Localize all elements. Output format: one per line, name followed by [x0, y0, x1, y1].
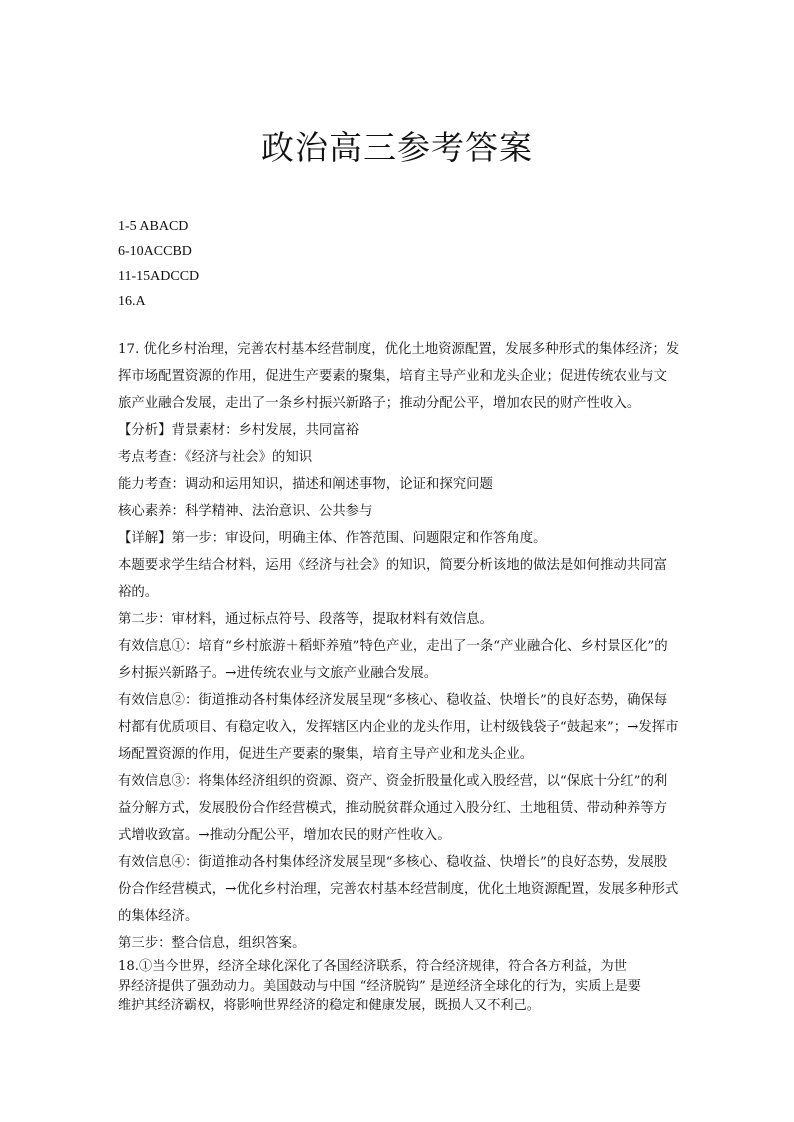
answer-key-list [118, 214, 199, 314]
q17-step3: 第三步：整合信息，组织答案。 [118, 936, 306, 951]
q17-suyang: 核心素养：科学精神、法治意识、公共参与 [118, 504, 373, 519]
answer-key-line: 6-10ACCBD [118, 244, 192, 259]
q17-info3: 有效信息③：将集体经济组织的资源、资产、资金折股量化或入股经营，以“保底十分红”的利益分解方式，发展股份合作经营模式，推动脱贫群众通过入股分红、土地租赁、带动种养等方式增收致富。→推动分配公平，增加农民的财产性收入。 [118, 774, 668, 843]
answer-key-line: 11-15ADCCD [118, 269, 200, 284]
q18-line: 界经济提供了强劲动力。美国鼓动与中国 “经济脱钩” 是逆经济全球化的行为，实质上是要 [118, 978, 641, 994]
q17-answer: 17. 优化乡村治理，完善农村基本经营制度，优化土地资源配置，发展多种形式的集体经济；发挥市场配置资源的作用，促进生产要素的聚集，培育主导产业和龙头企业；促进传统农业与文旅产业融合发展，走出了一条乡村振兴新路子；推动分配公平，增加农民的财产性收入。 [118, 342, 680, 411]
question-17-section [118, 336, 680, 957]
page-title: 政治高三参考答案 [261, 128, 533, 167]
question-18-section [118, 957, 680, 1016]
q17-info2: 有效信息②：街道推动各村集体经济发展呈现“多核心、稳收益、快增长”的良好态势，确保每村都有优质项目、有稳定收入，发挥辖区内企业的龙头作用，让村级钱袋子“鼓起来”；→发挥市场配置资源的作用，促进生产要素的聚集，培育主导产业和龙头企业。 [118, 693, 679, 762]
answer-key-line: 1-5 ABACD [118, 219, 189, 234]
q17-analysis: 【分析】背景素材：乡村发展，共同富裕 [118, 423, 360, 438]
answer-key-line: 16.A [118, 294, 146, 309]
q18-line: 维护其经济霸权，将影响世界经济的稳定和健康发展，既损人又不利己。 [118, 998, 540, 1013]
q18-line: 18.①当今世界，经济全球化深化了各国经济联系，符合经济规律，符合各方利益，为世 [118, 959, 627, 974]
q17-detail: 【详解】第一步：审设问，明确主体、作答范围、问题限定和作答角度。 [118, 531, 547, 546]
q17-step2: 第二步：审材料，通过标点符号、段落等，提取材料有效信息。 [118, 612, 493, 627]
q17-requirement: 本题要求学生结合材料，运用《经济与社会》的知识，简要分析该地的做法是如何推动共同富裕的。 [118, 558, 668, 600]
q17-info1: 有效信息①：培育“乡村旅游＋稻虾养殖”特色产业，走出了一条“产业融合化、乡村景区化”的乡村振兴新路子。→进传统农业与文旅产业融合发展。 [118, 639, 668, 681]
q17-kaodian: 考点考查：《经济与社会》的知识 [118, 450, 313, 465]
q17-nengli: 能力考查：调动和运用知识，描述和阐述事物，论证和探究问题 [118, 477, 493, 492]
q17-info4: 有效信息④：街道推动各村集体经济发展呈现“多核心、稳收益、快增长”的良好态势，发展股份合作经营模式，→优化乡村治理，完善农村基本经营制度，优化土地资源配置，发展多种形式的集体经济。 [118, 855, 679, 924]
